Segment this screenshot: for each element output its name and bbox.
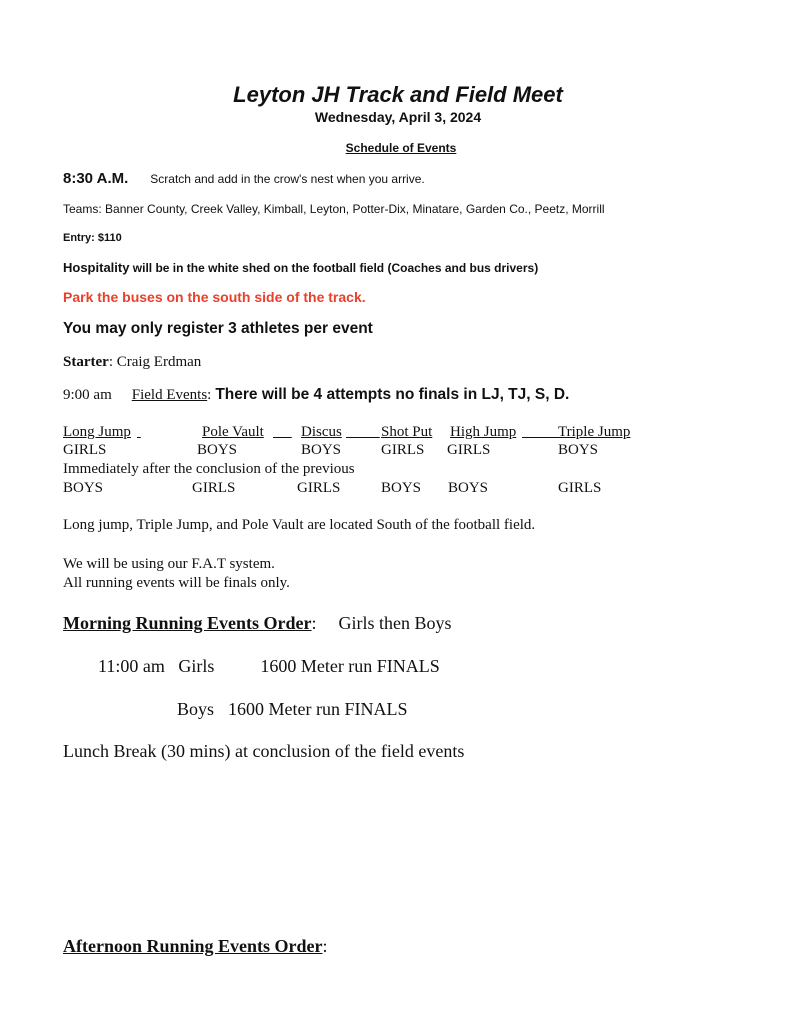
table-transition-note: Immediately after the conclusion of the previous [63,461,355,477]
meet-date: Wednesday, April 3, 2024 [314,109,482,125]
table-cell: GIRLS [63,442,107,458]
meet-title: Leyton JH Track and Field Meet [233,82,563,107]
arrival-note: Scratch and add in the crow's nest when you arrive. [150,172,425,186]
finals-only-note: All running events will be finals only. [63,575,290,591]
table-header-cell: Long Jump [63,424,131,440]
event-group: Boys [177,699,215,719]
table-cell: GIRLS [192,480,236,496]
hospitality-note [63,260,538,275]
field-events-note: There will be 4 attempts no finals in LJ, TJ, S, D. [215,386,570,403]
event-name: 1600 Meter run FINALS [228,699,408,719]
afternoon-heading: Afternoon Running Events Order [63,936,323,956]
entry-fee: Entry: $110 [63,232,122,244]
table-header-rule [273,424,292,441]
schedule-heading: Schedule of Events [345,141,457,155]
table-cell: BOYS [63,480,104,496]
table-cell: GIRLS [297,480,341,496]
table-cell: GIRLS [447,442,491,458]
morning-heading: Morning Running Events Order [63,613,312,633]
table-header-cell: Shot Put [381,424,433,440]
table-cell: GIRLS [381,442,425,458]
table-header-cell: Discus [301,424,342,440]
table-cell: BOYS [197,442,238,458]
table-header-rule [346,424,380,441]
table-cell: BOYS [448,480,489,496]
table-header-rule [137,424,201,441]
event-name: 1600 Meter run FINALS [260,656,440,676]
starter-name: Craig Erdman [116,354,202,370]
hospitality-word: Hospitality [63,260,130,275]
table-header-cell: Triple Jump [558,424,631,440]
table-cell: BOYS [558,442,599,458]
morning-event-row [177,699,408,720]
morning-subtitle: Girls then Boys [338,613,452,633]
timing-system-note: We will be using our F.A.T system. [63,556,275,572]
event-time: 11:00 am [98,656,165,676]
field-events-label: Field Events [131,387,208,403]
table-header-rule [522,424,560,441]
table-cell: GIRLS [558,480,602,496]
table-header-cell: Pole Vault [202,424,264,440]
park-notice: Park the buses on the south side of the track. [63,289,366,305]
table-cell: BOYS [381,480,422,496]
athlete-limit: You may only register 3 athletes per event [63,320,373,337]
morning-heading-line: Morning Running Events Order: Girls then Boys [63,613,452,633]
morning-event-row [98,656,440,677]
arrival-time: 8:30 A.M. [63,170,129,187]
afternoon-heading-line: Afternoon Running Events Order: [63,936,328,956]
hospitality-rest: will be in the white shed on the football field (Coaches and bus drivers) [129,261,539,275]
lunch-break-note: Lunch Break (30 mins) at conclusion of the field events [63,741,465,761]
teams-list: Teams: Banner County, Creek Valley, Kimball, Leyton, Potter-Dix, Minatare, Garden Co., Peetz, Morrill [63,202,605,216]
table-header-cell: High Jump [450,424,517,440]
field-events-line: 9:00 am Field Events: There will be 4 attempts no finals in LJ, TJ, S, D. [63,386,570,403]
event-group: Girls [178,656,215,676]
table-cell: BOYS [301,442,342,458]
starter-line: Starter: Craig Erdman [63,354,202,370]
field-events-time: 9:00 am [63,387,112,403]
starter-label: Starter [63,354,109,370]
location-note: Long jump, Triple Jump, and Pole Vault are located South of the football field. [63,517,536,533]
arrival-line [63,170,425,188]
